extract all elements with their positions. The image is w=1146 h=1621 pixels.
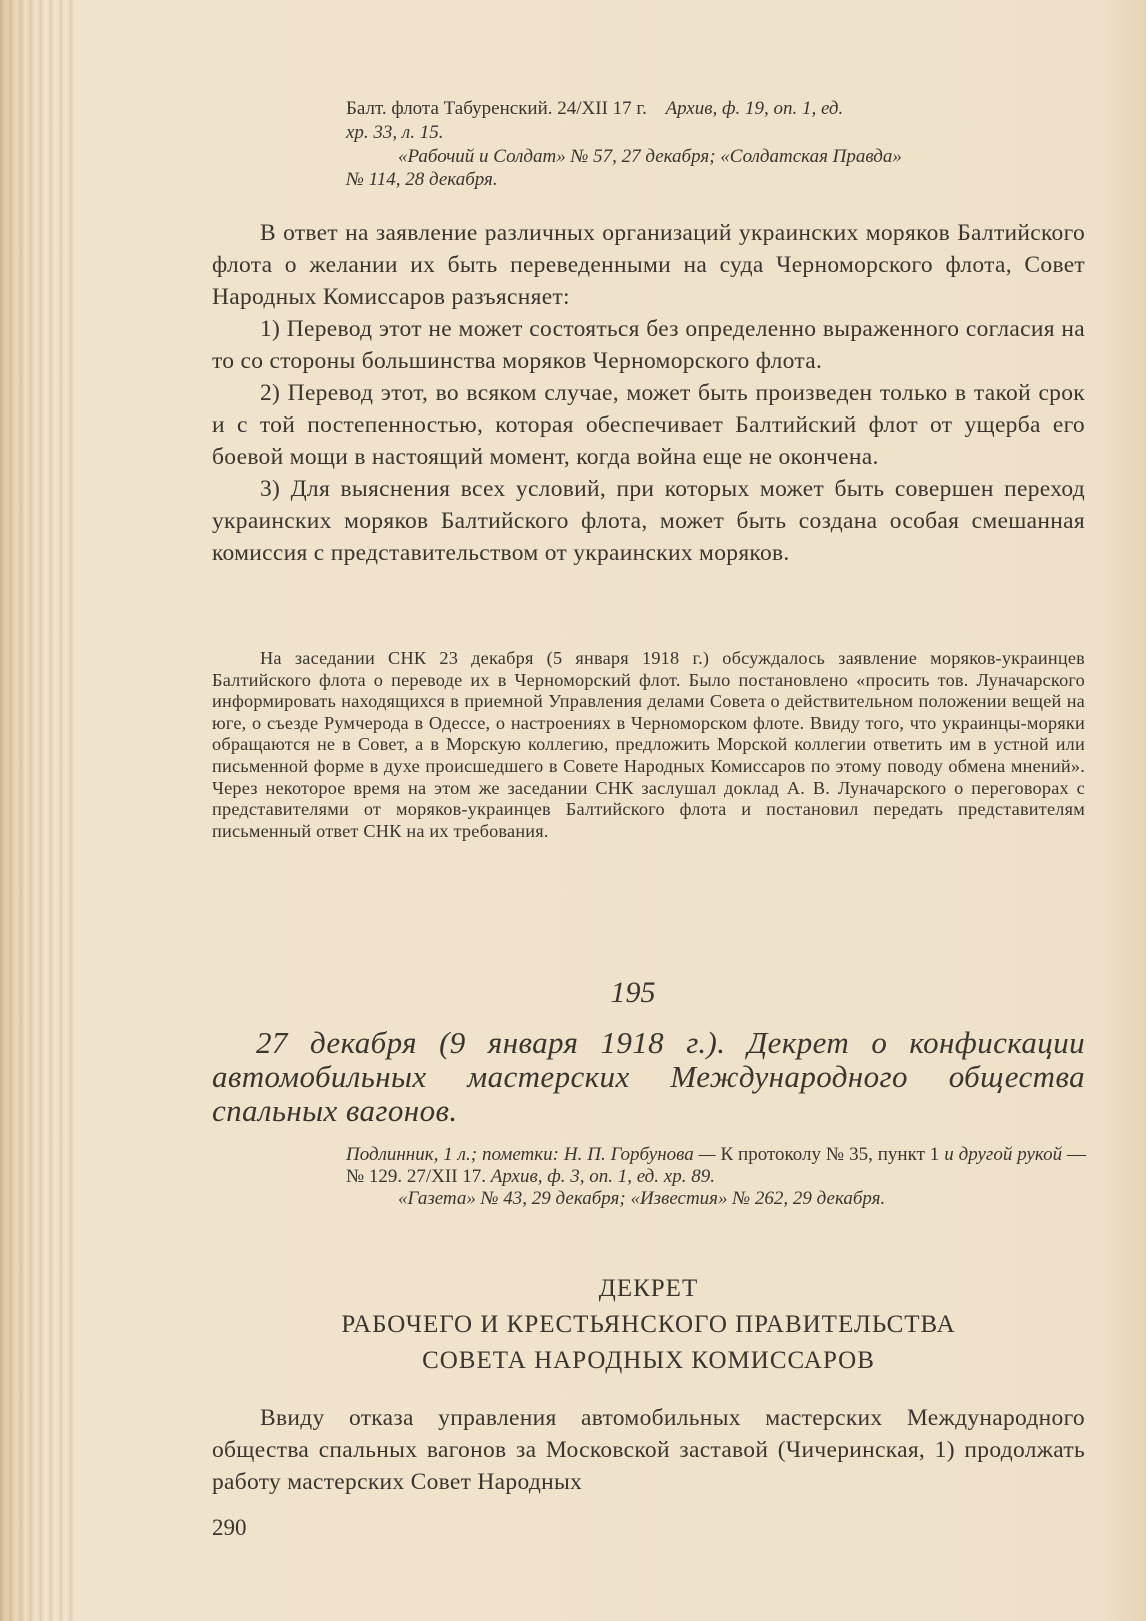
paragraph-item-1: 1) Перевод этот не может состояться без определенно выраженного согласия на то со стороны большинства моряков Черноморского флота. [212, 316, 1085, 374]
source-line-1: Балт. флота Табуренский. 24/XII 17 г. Архив, ф. 19, оп. 1, ед. [346, 98, 844, 119]
decree-text [212, 1402, 1085, 1498]
main-text [212, 217, 1085, 569]
document-heading [212, 1026, 1085, 1128]
decree-title-line-1: ДЕКРЕТ [598, 1275, 699, 1302]
decree-title-line-3: СОВЕТА НАРОДНЫХ КОМИССАРОВ [422, 1347, 875, 1374]
source-line-2: хр. 33, л. 15. [346, 122, 444, 143]
paragraph-intro: В ответ на заявление различных организаций украинских моряков Балтийского флота о желании их быть переведенными на суда Черноморского флота, Совет Народных Комиссаров разъясняет: [212, 220, 1085, 310]
decree-paragraph: Ввиду отказа управления автомобильных мастерских Международного общества спальных вагонов за Московской заставой (Чичеринская, 1) продолжать работу мастерских Совет Народных [212, 1405, 1085, 1495]
source-reference-2 [346, 1144, 1086, 1210]
book-spine-shadow [0, 0, 75, 1621]
source-2-line-1: Подлинник, 1 л.; пометки: Н. П. Горбунова — К протоколу № 35, пункт 1 и другой рукой — № 129. 27/XII 17. Архив, ф. 3, оп. 1, ед. хр. 89. [346, 1144, 1087, 1187]
paragraph-item-3: 3) Для выяснения всех условий, при которых может быть совершен переход украинских моряков Балтийского флота, может быть создана особая смешанная комиссия с представительством от украинских моряков. [212, 476, 1085, 566]
source-line-3: «Рабочий и Солдат» № 57, 27 декабря; «Солдатская Правда» [398, 146, 902, 167]
heading-text: 27 декабря (9 января 1918 г.). Декрет о конфискации автомобильных мастерских Международного общества спальных вагонов. [212, 1025, 1085, 1128]
source-2-line-2: «Газета» № 43, 29 декабря; «Известия» № 262, 29 декабря. [398, 1188, 886, 1209]
editorial-note [212, 648, 1085, 842]
note-text: На заседании СНК 23 декабря (5 января 1918 г.) обсуждалось заявление моряков-украинцев Балтийского флота о переводе их в Черноморский флот. Было постановлено «просить тов. Луначарского информировать находящихся в приемной Управления делами Совета о действительном положении вещей на юге, о съезде Румчерода в Одессе, о настроениях в Черноморском флоте. Ввиду того, что украинцы-моряки обращаются не в Совет, а в Морскую коллегию, предложить Морской коллегии ответить им в устной или письменной форме в духе происшедшего в Совете Народных Комиссаров по этому поводу обмена мнений». Через некоторое время на этом же заседании СНК заслушал доклад А. В. Луначарского о переговорах с представителями от моряков-украинцев Балтийского флота и постановил передать представителям письменный ответ СНК на их требования. [212, 648, 1085, 841]
paragraph-item-2: 2) Перевод этот, во всяком случае, может быть произведен только в такой срок и с той постепенностью, которая обеспечивает Балтийский флот от ущерба его боевой мощи в настоящий момент, когда война еще не окончена. [212, 380, 1085, 470]
page-number: 290 [212, 1515, 247, 1540]
document-number: 195 [610, 976, 656, 1009]
source-line-4: № 114, 28 декабря. [346, 169, 498, 190]
decree-title-line-2: РАБОЧЕГО И КРЕСТЬЯНСКОГО ПРАВИТЕЛЬСТВА [341, 1311, 956, 1338]
